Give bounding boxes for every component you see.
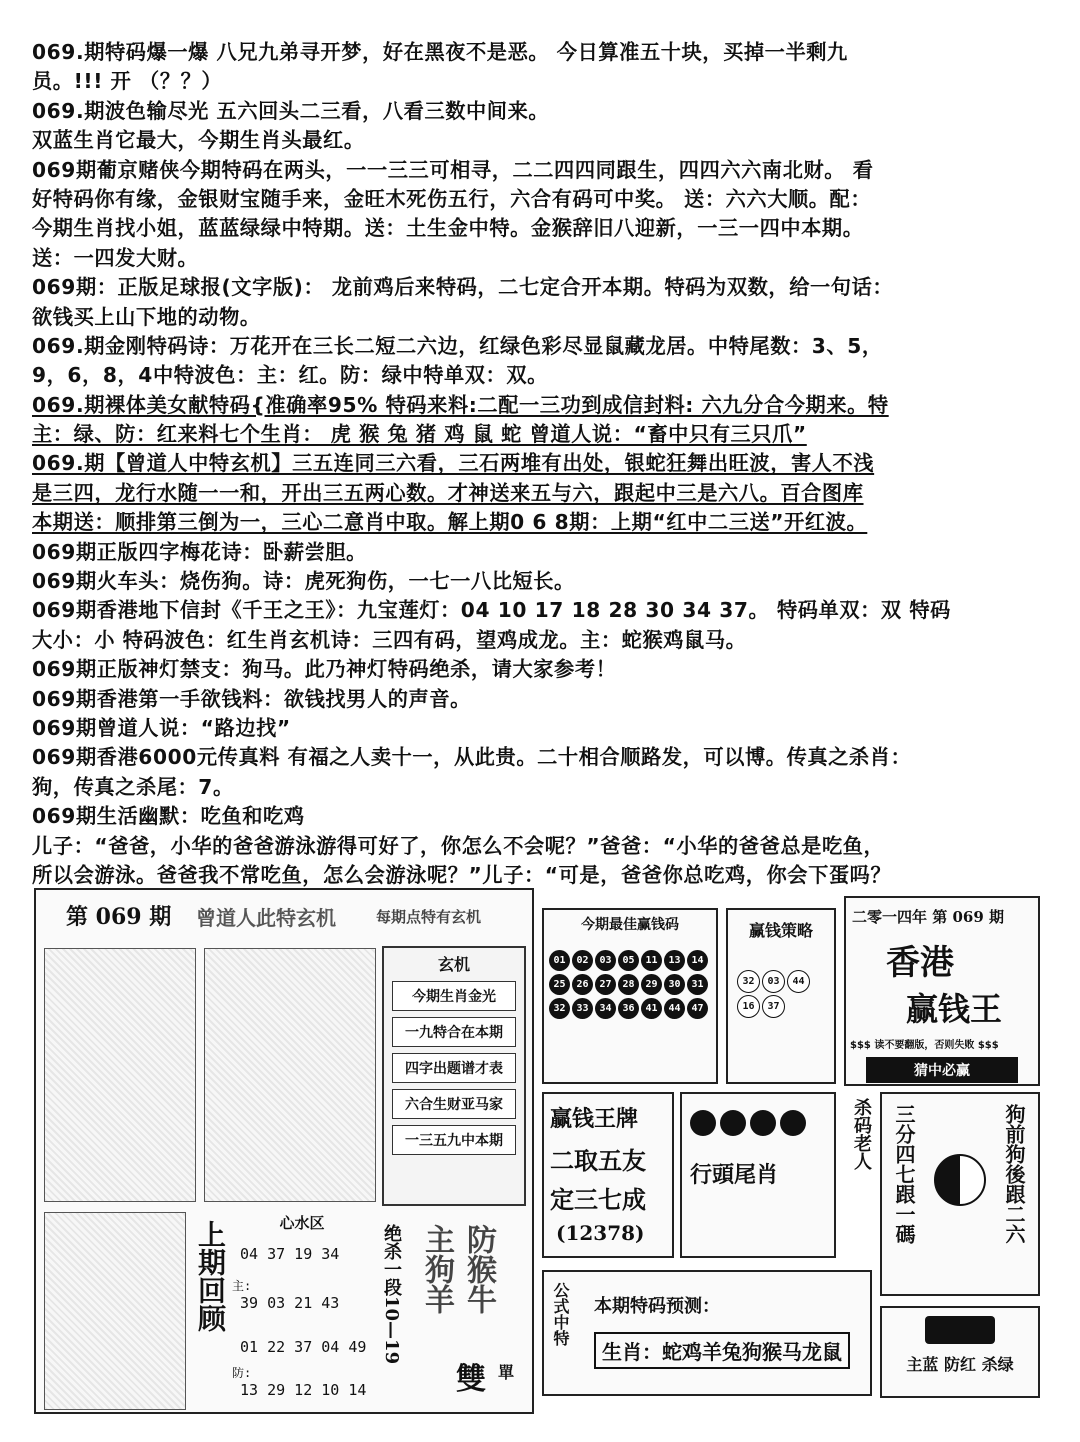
last-issue-char: 回 xyxy=(194,1276,227,1304)
formula-label: 公式中特 xyxy=(551,1282,570,1346)
zhu-text: 主狗羊 xyxy=(419,1224,454,1314)
text-line: 大小：小 特码波色：红生肖玄机诗：三四有码，望鸡成龙。主：蛇猴鸡鼠马。 xyxy=(32,627,747,652)
apple-row xyxy=(688,1108,828,1142)
orchid-image xyxy=(44,1212,186,1410)
number-ball: 29 xyxy=(641,974,662,995)
last-issue-char: 上 xyxy=(194,1220,227,1248)
text-line: 069期正版神灯禁支：狗马。此乃神灯特码绝杀，请大家参考！ xyxy=(32,657,617,682)
text-line: 所以会游泳。爸爸我不常吃鱼，怎么会游泳呢？”儿子：“可是，爸爸你总吃鸡，你会下蛋吗？ xyxy=(32,862,892,887)
text-line: 员。!!! 开 （？？） xyxy=(32,69,223,94)
xinshui-row: 01 22 37 04 49 xyxy=(240,1338,367,1356)
text-line: 069期生活幽默：吃鱼和吃鸡 xyxy=(32,804,305,829)
number-ball: 30 xyxy=(664,974,685,995)
ship-image xyxy=(204,948,376,1202)
killer-text: 杀码老人 xyxy=(851,1098,872,1170)
number-ball: 47 xyxy=(687,998,708,1019)
number-ball: 44 xyxy=(664,998,685,1019)
text-line: 069.期裸体美女献特码{准确率95% 特码来料:二配一三功到成信封料: 六九分合今期来。特 xyxy=(32,392,889,417)
text-line: 069期火车头：烧伤狗。诗：虎死狗伤，一七一八比短长。 xyxy=(32,569,575,594)
xinshui-title: 心水区 xyxy=(279,1214,325,1232)
hk-panel xyxy=(844,896,1040,1086)
bottom-right-panel xyxy=(880,1306,1040,1398)
dollars-text: $$$ 读不要翻版，否则失败 $$$ xyxy=(850,1040,999,1051)
shuang-text: 雙 xyxy=(456,1362,486,1397)
image-collage xyxy=(34,888,1042,1416)
text-line: 069期香港地下信封《千王之王》：九宝莲灯：04 10 17 18 28 30 34 37。 特码单双：双 特码 xyxy=(32,598,951,623)
king-title: 赢钱王牌 xyxy=(550,1106,639,1132)
tbl-row: 四字出题谱才表 xyxy=(392,1053,516,1083)
strategy-ball: 16 xyxy=(737,995,760,1018)
win-king: 赢钱王 xyxy=(906,990,1003,1028)
number-ball: 36 xyxy=(618,998,639,1019)
number-ball: 27 xyxy=(595,974,616,995)
text-line: 欲钱买上山下地的动物。 xyxy=(32,304,261,329)
number-ball: 26 xyxy=(572,974,593,995)
best-numbers-title: 今期最佳赢钱码 xyxy=(581,917,679,933)
number-ball: 13 xyxy=(664,950,685,971)
tbl-row: 六合生财亚马家 xyxy=(392,1089,516,1119)
tbl-row: 一三五九中本期 xyxy=(392,1125,516,1155)
tbl-title: 玄机 xyxy=(437,955,470,974)
text-line: 069期香港6000元传真料 有福之人卖十一，从此贵。二十相合顺路发，可以博。传真之杀肖： xyxy=(32,745,912,770)
tip-table xyxy=(382,946,526,1206)
v1-text: 三分四七跟一碼 xyxy=(892,1104,916,1244)
text-line: 本期送：顺排第三倒为一，三心二意肖中取。解上期0 6 8期：上期“红中二三送”开红波。 xyxy=(32,510,868,535)
best-numbers-panel xyxy=(542,908,718,1084)
strategy-title: 赢钱策略 xyxy=(748,921,813,940)
hk-title: 香港 xyxy=(886,943,954,983)
text-line: 主：绿、防：红来料七个生肖： 虎 猴 兔 猪 鸡 鼠 蛇 曾道人说：“畜中只有三只爪” xyxy=(32,422,807,447)
text-line: 是三四，龙行水随一一和，开出三五两心数。才神送来五与六，跟起中三是六八。百合图库 xyxy=(32,480,864,505)
strategy-ball: 32 xyxy=(737,970,760,993)
number-ball: 25 xyxy=(549,974,570,995)
landscape-image xyxy=(44,948,196,1202)
apple-icon xyxy=(720,1110,746,1136)
last-issue-char: 顾 xyxy=(194,1304,227,1332)
number-ball: 32 xyxy=(549,998,570,1019)
last-issue-label xyxy=(194,1220,226,1332)
left-issue: 第 069 期 xyxy=(66,904,172,930)
zhu-label: 主: xyxy=(232,1279,252,1293)
forecast-panel xyxy=(542,1270,872,1396)
king-line: 二取五友 xyxy=(550,1146,646,1175)
text-line: 069.期波色输尽光 五六回头二三看，八看三数中间来。 xyxy=(32,98,550,123)
apple-icon xyxy=(780,1110,806,1136)
strategy-ball: 37 xyxy=(762,995,785,1018)
tbl-row: 一九特合在本期 xyxy=(392,1017,516,1047)
text-line: 好特码你有缘，金银财宝随手来，金旺木死伤五行，六合有码可中奖。 送：六六大顺。配： xyxy=(32,186,872,211)
text-line: 儿子：“爸爸，小华的爸爸游泳游得可好了，你怎么不会呢？”爸爸：“小华的爸爸总是吃鱼， xyxy=(32,833,885,858)
text-line: 狗，传真之杀尾：7。 xyxy=(32,774,234,799)
text-line: 069期：正版足球报(文字版)： 龙前鸡后来特码，二七定合开本期。特码为双数，给一句话： xyxy=(32,275,894,300)
ball-grid xyxy=(544,948,716,1020)
text-line: 069期曾道人说：“路边找” xyxy=(32,715,291,740)
article-text xyxy=(32,38,1044,890)
text-line: 069期葡京赌侠今期特码在两头，一一三三可相寻，二二四四同跟生，四四六六南北财。 看 xyxy=(32,157,874,182)
number-ball: 28 xyxy=(618,974,639,995)
text-line: 今期生肖找小姐，蓝蓝绿绿中特期。送：土生金中特。金猴辞旧八迎新，一三一四中本期。 xyxy=(32,216,864,241)
number-ball: 03 xyxy=(595,950,616,971)
number-ball: 41 xyxy=(641,998,662,1019)
number-ball: 05 xyxy=(618,950,639,971)
zodiac-line: 生肖：蛇鸡羊兔狗猴马龙鼠 xyxy=(594,1332,850,1369)
yin-yang-panel xyxy=(880,1092,1040,1296)
text-line: 送：一四发大财。 xyxy=(32,245,199,270)
left-panel xyxy=(34,888,534,1414)
text-line: 069.期特码爆一爆 八兄九弟寻开梦，好在黑夜不是恶。 今日算准五十块，买掉一半剩九 xyxy=(32,40,848,64)
number-ball: 34 xyxy=(595,998,616,1019)
text-line: 双蓝生肖它最大，今期生肖头最红。 xyxy=(32,128,365,153)
forecast-title: 本期特码预测： xyxy=(594,1296,720,1317)
xinshui-box xyxy=(232,1212,372,1408)
strategy-panel xyxy=(726,908,836,1084)
king-panel xyxy=(542,1092,674,1258)
strategy-ball: 44 xyxy=(787,970,810,993)
burst-icon xyxy=(925,1316,995,1344)
apple-panel xyxy=(680,1092,836,1258)
text-line: 069期正版四字梅花诗：卧薪尝胆。 xyxy=(32,539,367,564)
xinshui-row: 39 03 21 43 xyxy=(240,1294,340,1312)
number-ball: 11 xyxy=(641,950,662,971)
number-ball: 02 xyxy=(572,950,593,971)
jueshao-text: 绝杀一段10—19 xyxy=(381,1224,402,1365)
text-line: 069期香港第一手欲钱料：欲钱找男人的声音。 xyxy=(32,686,471,711)
hang-tou: 行頭尾肖 xyxy=(690,1162,779,1188)
tbl-row: 今期生肖金光 xyxy=(392,981,516,1011)
number-ball: 33 xyxy=(572,998,593,1019)
right-issue: 二零一四年 第 069 期 xyxy=(852,908,1004,926)
strategy-ball: 03 xyxy=(762,970,785,993)
yin-yang-icon xyxy=(934,1154,986,1206)
number-ball: 14 xyxy=(687,950,708,971)
xinshui-row: 13 29 12 10 14 xyxy=(240,1381,367,1399)
left-title: 曾道人此特玄机 xyxy=(196,906,336,930)
fang-label: 防: xyxy=(232,1366,252,1380)
left-subtitle: 每期点特有玄机 xyxy=(376,908,482,926)
bottom-right-text: 主蓝 防红 杀绿 xyxy=(906,1355,1014,1374)
dan-text: 單 xyxy=(498,1363,515,1382)
fang-text: 防猴牛 xyxy=(461,1224,496,1314)
must-win: 猜中必赢 xyxy=(866,1057,1018,1083)
text-line: 069.期【曾道人中特玄机】三五连同三六看，三石两堆有出处，银蛇狂舞出旺波，害人不浅 xyxy=(32,451,875,476)
apple-icon xyxy=(750,1110,776,1136)
king-line: (12378) xyxy=(556,1221,645,1245)
strategy-balls xyxy=(728,949,834,1039)
text-line: 069.期金刚特码诗：万花开在三长二短二六边，红绿色彩尽显鼠藏龙居。中特尾数：3、5， xyxy=(32,333,883,358)
number-ball: 01 xyxy=(549,950,570,971)
last-issue-char: 期 xyxy=(194,1248,227,1276)
text-line: 9，6，8，4中特波色：主：红。防：绿中特单双：双。 xyxy=(32,363,548,388)
v2-text: 狗前狗後跟二六 xyxy=(1002,1104,1026,1244)
apple-icon xyxy=(690,1110,716,1136)
number-ball: 31 xyxy=(687,974,708,995)
king-line: 定三七成 xyxy=(550,1185,646,1214)
xinshui-row: 04 37 19 34 xyxy=(240,1245,340,1263)
